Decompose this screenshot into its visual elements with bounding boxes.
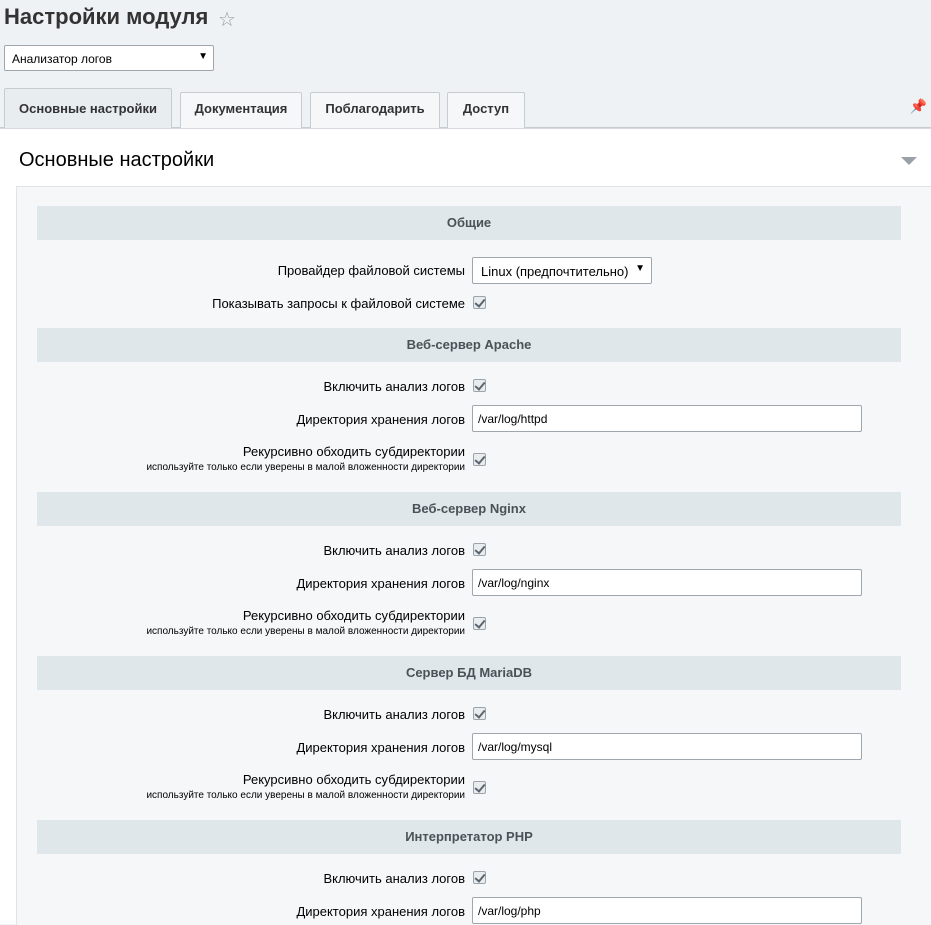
star-icon[interactable]: ☆ xyxy=(218,9,236,31)
provider-select[interactable] xyxy=(472,257,652,284)
chevron-down-icon: ▼ xyxy=(635,263,645,274)
module-select[interactable] xyxy=(4,45,214,71)
apache-recursive-text: Рекурсивно обходить субдиректории xyxy=(242,444,465,459)
section-header-general: Общие xyxy=(37,206,901,240)
php-dir-label: Директория хранения логов xyxy=(296,904,465,919)
apache-enable-checkbox[interactable] xyxy=(473,379,486,392)
section-header-apache: Веб-сервер Apache xyxy=(37,328,901,362)
nginx-enable-label: Включить анализ логов xyxy=(323,543,465,558)
nginx-recursive-label xyxy=(146,608,465,637)
apache-dir-input[interactable]: /var/log/httpd xyxy=(472,405,862,432)
apache-recursive-hint: используйте только если уверены в малой вложенности директории xyxy=(146,462,465,473)
panel-title: Основные настройки xyxy=(19,149,215,171)
mariadb-dir-label: Директория хранения логов xyxy=(296,740,465,755)
nginx-dir-input[interactable]: /var/log/nginx xyxy=(472,569,862,596)
section-header-mariadb: Сервер БД MariaDB xyxy=(37,656,901,690)
mariadb-recursive-checkbox[interactable] xyxy=(473,781,486,794)
php-dir-input[interactable]: /var/log/php xyxy=(472,897,862,924)
mariadb-enable-label: Включить анализ логов xyxy=(323,707,465,722)
mariadb-recursive-hint: используйте только если уверены в малой вложенности директории xyxy=(146,790,465,801)
section-header-php: Интерпретатор PHP xyxy=(37,820,901,854)
apache-enable-label: Включить анализ логов xyxy=(323,379,465,394)
apache-recursive-checkbox[interactable] xyxy=(473,453,486,466)
mariadb-dir-input[interactable]: /var/log/mysql xyxy=(472,733,862,760)
provider-label: Провайдер файловой системы xyxy=(277,263,465,278)
nginx-dir-label: Директория хранения логов xyxy=(296,576,465,591)
module-select-value: Анализатор логов xyxy=(12,52,112,66)
nginx-recursive-text: Рекурсивно обходить субдиректории xyxy=(242,608,465,623)
php-enable-checkbox[interactable] xyxy=(473,871,486,884)
mariadb-recursive-label xyxy=(146,772,465,801)
nginx-recursive-checkbox[interactable] xyxy=(473,617,486,630)
mariadb-recursive-text: Рекурсивно обходить субдиректории xyxy=(242,772,465,787)
tab-main-settings[interactable]: Основные настройки xyxy=(4,88,172,129)
chevron-down-icon: ▼ xyxy=(198,51,208,62)
nginx-recursive-hint: используйте только если уверены в малой вложенности директории xyxy=(146,626,465,637)
show-queries-checkbox[interactable] xyxy=(473,296,486,309)
collapse-toggle-icon[interactable] xyxy=(901,157,917,165)
nginx-enable-checkbox[interactable] xyxy=(473,543,486,556)
tab-access[interactable]: Доступ xyxy=(447,92,525,128)
settings-panel xyxy=(0,128,931,924)
settings-form xyxy=(16,186,931,925)
php-enable-label: Включить анализ логов xyxy=(323,871,465,886)
section-header-nginx: Веб-сервер Nginx xyxy=(37,492,901,526)
tab-bar xyxy=(0,88,931,128)
pin-icon[interactable]: 📌 xyxy=(909,98,927,114)
show-queries-label: Показывать запросы к файловой системе xyxy=(212,296,465,311)
provider-select-value: Linux (предпочтительно) xyxy=(481,264,629,279)
apache-recursive-label xyxy=(146,444,465,473)
tab-documentation[interactable]: Документация xyxy=(180,92,302,128)
tab-thanks[interactable]: Поблагодарить xyxy=(310,92,440,128)
page-title: Настройки модуля xyxy=(4,4,209,29)
mariadb-enable-checkbox[interactable] xyxy=(473,707,486,720)
apache-dir-label: Директория хранения логов xyxy=(296,412,465,427)
